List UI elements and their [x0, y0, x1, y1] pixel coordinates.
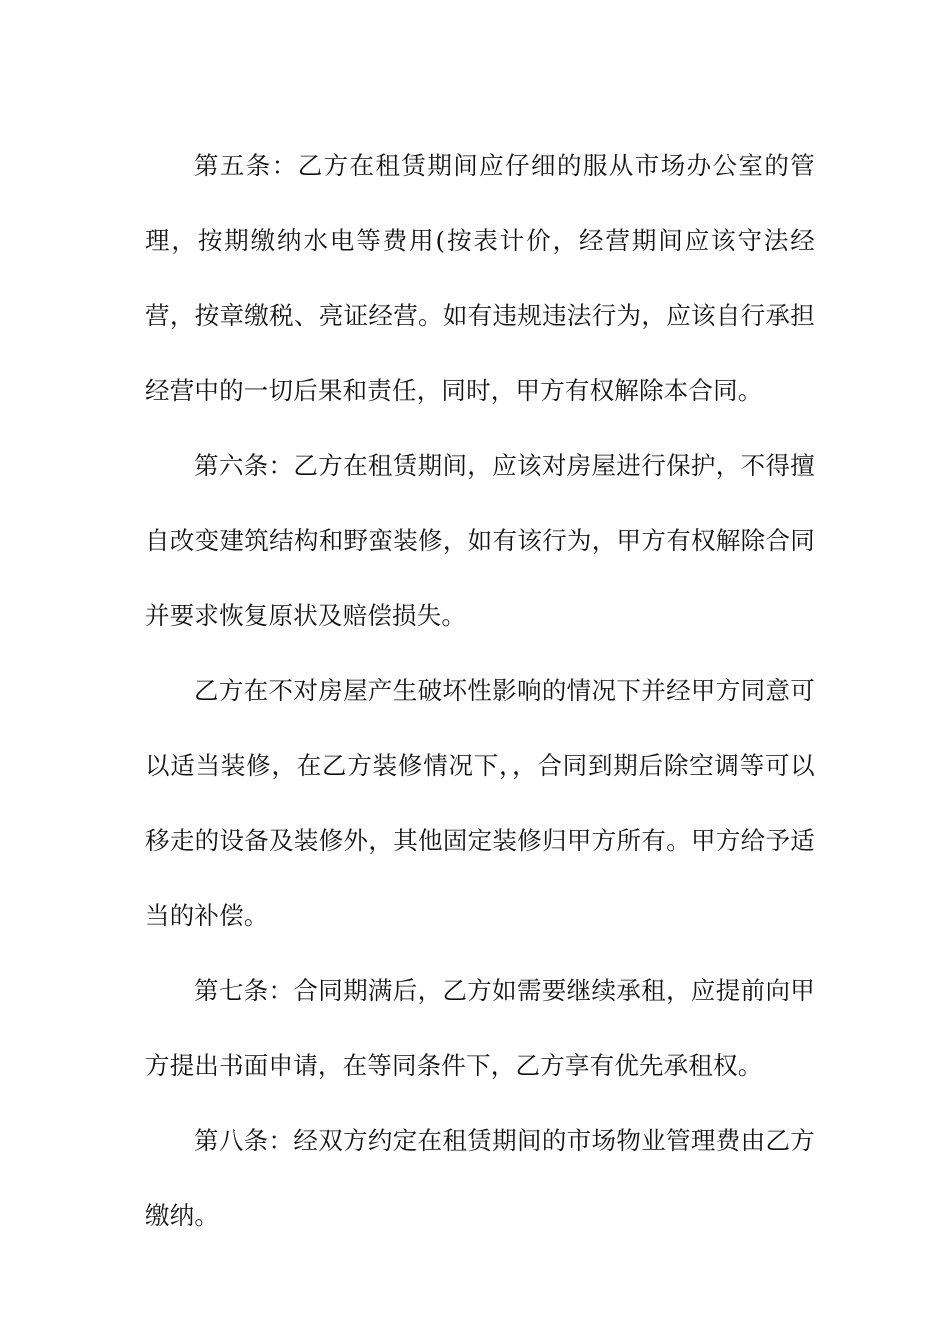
paragraph-renovation: 乙方在不对房屋产生破坏性影响的情况下并经甲方同意可以适当装修，在乙方装修情况下，，合同到期后除空调等可以移走的设备及装修外，其他固定装修归甲方所有。甲方给予适当的补偿。 [145, 676, 815, 930]
document-body [145, 128, 815, 1253]
paragraph-article-6: 第六条：乙方在租赁期间，应该对房屋进行保护，不得擅自改变建筑结构和野蛮装修，如有该行为，甲方有权解除合同并要求恢复原状及赔偿损失。 [145, 451, 815, 630]
paragraph-article-5: 第五条：乙方在租赁期间应仔细的服从市场办公室的管理，按期缴纳水电等费用(按表计价，经营期间应该守法经营，按章缴税、亮证经营。如有违规违法行为，应该自行承担经营中的一切后果和责任，同时，甲方有权解除本合同。 [145, 151, 815, 405]
paragraph-article-8: 第八条：经双方约定在租赁期间的市场物业管理费由乙方缴纳。 [145, 1126, 815, 1230]
paragraph-article-7: 第七条：合同期满后，乙方如需要继续承租，应提前向甲方提出书面申请，在等同条件下，乙方享有优先承租权。 [145, 976, 815, 1080]
